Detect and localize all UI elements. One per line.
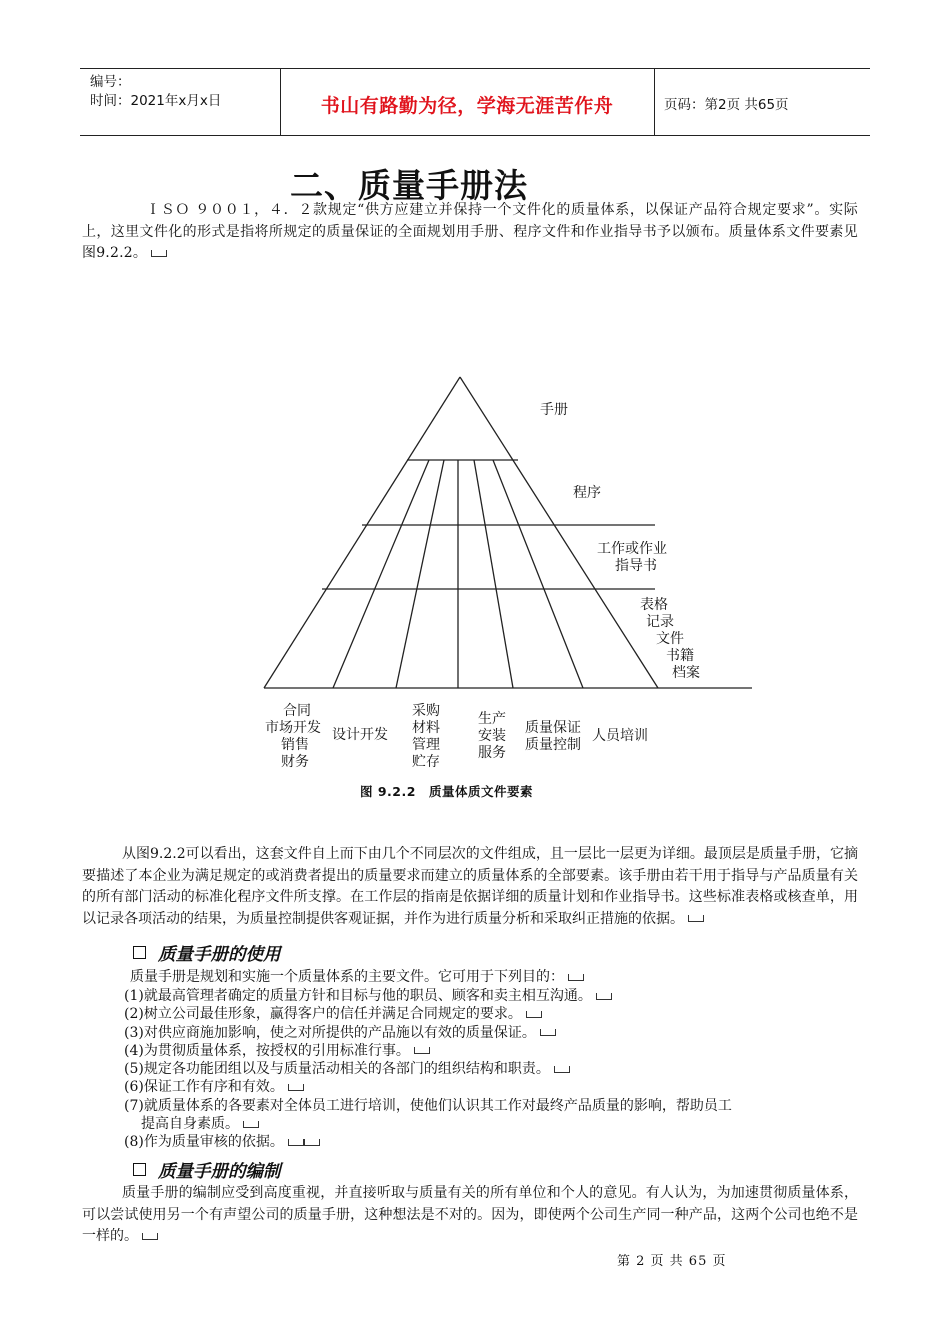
return-mark-icon	[151, 250, 167, 257]
section-heading-compile	[133, 1158, 281, 1183]
compile-paragraph	[82, 1183, 858, 1248]
list-item-text: (2)树立公司最佳形象，赢得客户的信任并满足合同规定的要求。	[124, 1006, 522, 1023]
list-item	[124, 1042, 864, 1060]
dept-label-marketing: 市场开发	[265, 720, 321, 736]
list-item	[124, 1078, 864, 1096]
dept-label-sales: 销售	[281, 737, 309, 753]
page-header	[80, 68, 870, 136]
section-usage-title: 质量手册的使用	[158, 945, 281, 965]
explain-paragraph	[82, 844, 858, 930]
dept-label-qc: 质量控制	[525, 737, 581, 753]
dept-label-materials: 材料	[412, 720, 440, 736]
page-footer: 第 2 页 共 65 页	[617, 1254, 727, 1269]
header-page-label: 页码：第2页 共65页	[664, 97, 789, 113]
return-mark-icon	[540, 1029, 556, 1036]
figure-caption: 图 9.2.2 质量体质文件要素	[360, 784, 533, 799]
pyramid-right-edge	[460, 377, 658, 688]
pyramid-diagram	[255, 370, 775, 810]
level-label-records-2: 记录	[646, 614, 674, 630]
list-item	[124, 1060, 864, 1078]
header-date-label: 时间：2021年x月x日	[90, 93, 222, 109]
list-item-text: (6)保证工作有序和有效。	[124, 1079, 284, 1096]
dept-label-contract: 合同	[283, 703, 311, 719]
section-heading-usage	[133, 941, 281, 966]
page-title: 二、质量手册法	[290, 166, 528, 205]
usage-list	[124, 987, 864, 1152]
level-label-instruction-2: 指导书	[615, 558, 657, 574]
dept-label-installation: 安装	[478, 728, 506, 744]
list-item-text: 提高自身素质。	[141, 1116, 239, 1133]
list-item-text: (3)对供应商施加影响，使之对所提供的产品施以有效的质量保证。	[124, 1024, 536, 1041]
checkbox-bullet-icon	[133, 1163, 146, 1176]
list-item-text: (7)就质量体系的各要素对全体员工进行培训，使他们认识其工作对最终产品质量的影响，帮助员工	[124, 1097, 732, 1114]
dept-label-management: 管理	[412, 737, 440, 753]
dept-label-service: 服务	[478, 745, 506, 761]
header-divider	[654, 69, 655, 135]
return-mark-icon	[688, 915, 704, 922]
list-item	[124, 1133, 864, 1151]
pyramid-left-edge	[264, 377, 460, 688]
level-label-records-1: 表格	[640, 597, 668, 613]
dept-label-qa: 质量保证	[525, 720, 581, 736]
usage-intro-text: 质量手册是规划和实施一个质量体系的主要文件。它可用于下列目的：	[130, 969, 564, 985]
list-item	[124, 1024, 864, 1042]
return-mark-icon	[243, 1121, 259, 1128]
dept-label-storage: 贮存	[412, 754, 440, 770]
list-item-text: (5)规定各功能团组以及与质量活动相关的各部门的组织结构和职责。	[124, 1061, 550, 1078]
list-item	[124, 1115, 864, 1133]
return-mark-icon	[142, 1233, 158, 1240]
list-item-text: (8)作为质量审核的依据。	[124, 1134, 284, 1151]
return-mark-icon	[554, 1066, 570, 1073]
dept-label-production: 生产	[478, 711, 506, 727]
dept-label-purchasing: 采购	[412, 703, 440, 719]
level-label-manual: 手册	[540, 402, 568, 418]
return-mark-icon	[568, 974, 584, 981]
return-mark-icon	[414, 1047, 430, 1054]
return-mark-icon	[288, 1139, 304, 1146]
intro-paragraph	[82, 200, 858, 265]
explain-text: 从图9.2.2可以看出，这套文件自上而下由几个不同层次的文件组成，且一层比一层更为详细。最顶层是质量手册，它摘要描述了本企业为满足规定的或消费者提出的质量要求而建立的质量体系的全部要素。该手册由若干用于指导与产品质量有关的所有部门活动的标准化程序文件所支撑。在工作层的指南是依据详细的质量计划和作业指导书。这些标准表格或核查单，用以记录各项活动的结果，为质量控制提供客观证据，并作为进行质量分析和采取纠正措施的依据。	[82, 846, 858, 927]
compile-text: 质量手册的编制应受到高度重视，并直接听取与质量有关的所有单位和个人的意见。有人认为，为加速贯彻质量体系，可以尝试使用另一个有声望公司的质量手册，这种想法是不对的。因为，即使两个公司生产同一种产品，这两个公司也绝不是一样的。	[82, 1185, 858, 1244]
checkbox-bullet-icon	[133, 946, 146, 959]
list-item-text: (4)为贯彻质量体系，按授权的引用标准行事。	[124, 1042, 410, 1059]
level-label-records-4: 书籍	[666, 648, 694, 664]
column-divider	[333, 460, 429, 688]
section-compile-title: 质量手册的编制	[158, 1162, 281, 1182]
list-item-text: (1)就最高管理者确定的质量方针和目标与他的职员、顾客和卖主相互沟通。	[124, 988, 592, 1004]
dept-label-finance: 财务	[281, 754, 309, 770]
dept-label-training: 人员培训	[592, 728, 648, 744]
header-motto: 书山有路勤为径，学海无涯苦作舟	[320, 95, 614, 117]
level-label-instruction-1: 工作或作业	[597, 541, 667, 557]
header-number-label: 编号：	[90, 74, 131, 90]
pyramid-figure	[255, 370, 775, 810]
level-label-procedure: 程序	[573, 485, 601, 501]
return-mark-icon	[288, 1084, 304, 1091]
dept-label-design: 设计开发	[332, 727, 388, 743]
intro-text: ＩＳＯ ９００１，４．２款规定“供方应建立并保持一个文件化的质量体系，以保证产品符合规定要求”。实际上，这里文件化的形式是指将所规定的质量保证的全面规划用手册、程序文件和作业指导书予以颁布。质量体系文件要素见图9.2.2。	[82, 202, 858, 261]
level-label-records-5: 档案	[672, 665, 700, 681]
column-divider	[396, 460, 444, 688]
level-label-records-3: 文件	[656, 631, 684, 647]
return-mark-icon	[596, 993, 612, 1000]
usage-intro	[130, 966, 584, 986]
list-item	[124, 1097, 864, 1115]
return-mark-icon	[526, 1011, 542, 1018]
list-item	[124, 1005, 864, 1023]
return-mark-icon	[304, 1139, 320, 1146]
header-meta	[90, 73, 221, 111]
list-item	[124, 987, 864, 1005]
